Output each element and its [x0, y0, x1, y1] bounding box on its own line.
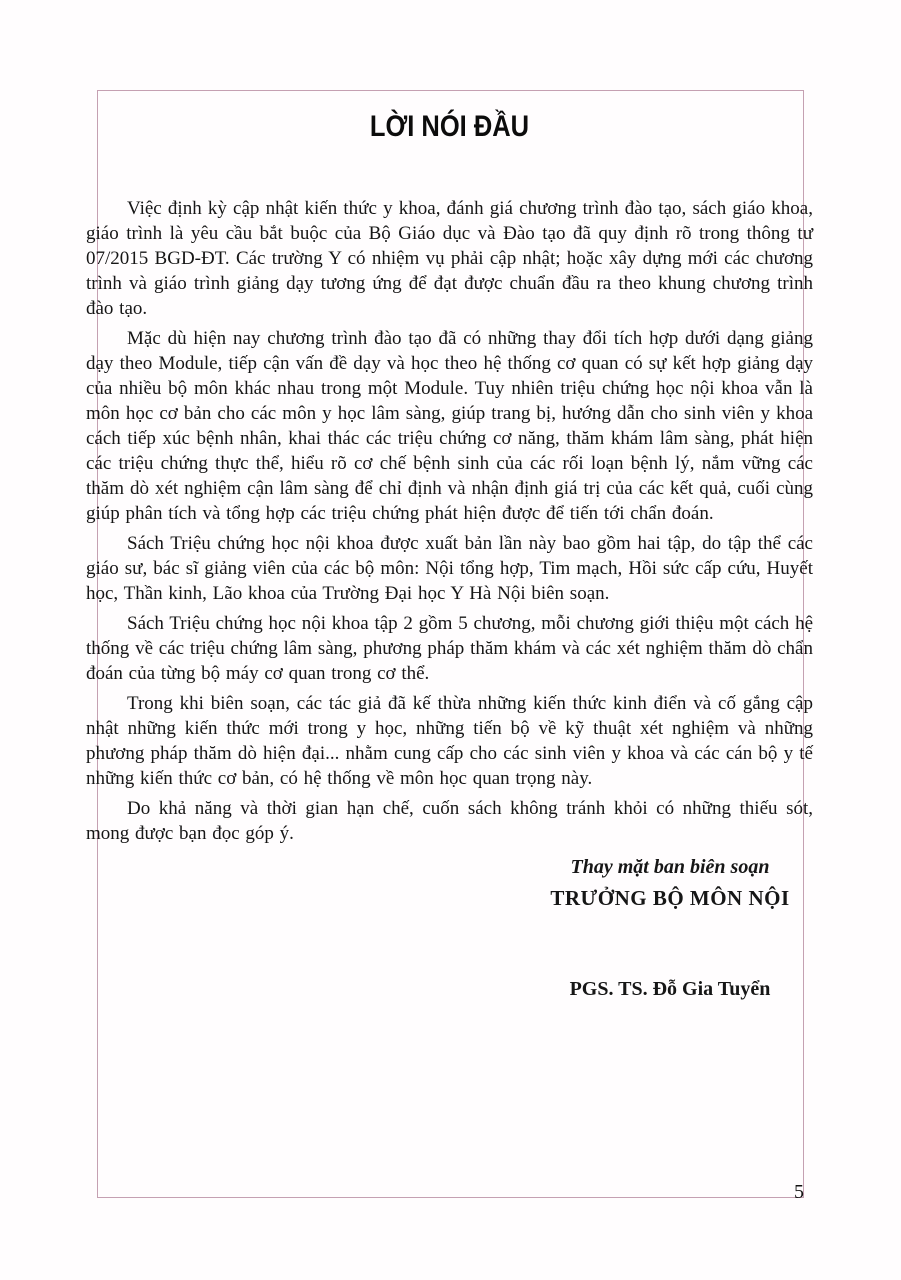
signature-block: [500, 852, 840, 1001]
paragraph-apology: Do khả năng và thời gian hạn chế, cuốn sách không tránh khỏi có những thiếu sót, mong được bạn đọc góp ý.: [86, 798, 813, 844]
page-content: [86, 98, 813, 1001]
paragraph-volume2: Sách Triệu chứng học nội khoa tập 2 gồm 5 chương, mỗi chương giới thiệu một cách hệ thống về các triệu chứng lâm sàng, phương pháp thăm khám và các xét nghiệm thăm dò chẩn đoán của từng bộ máy cơ quan trong cơ thể.: [86, 613, 813, 684]
paragraph-curriculum: Mặc dù hiện nay chương trình đào tạo đã có những thay đổi tích hợp dưới dạng giảng dạy theo Module, tiếp cận vấn đề dạy và học theo hệ thống cơ quan có sự kết hợp giảng dạy của nhiều bộ môn khác nhau trong một Module. Tuy nhiên triệu chứng học nội khoa vẫn là môn học cơ bản cho các môn y học lâm sàng, giúp trang bị, hướng dẫn cho sinh viên y khoa cách tiếp xúc bệnh nhân, khai thác các triệu chứng cơ năng, thăm khám lâm sàng, phát hiện các triệu chứng thực thể, hiểu rõ cơ chế bệnh sinh của các rối loạn bệnh lý, nắm vững các thăm dò xét nghiệm cận lâm sàng để chỉ định và nhận định giá trị của các kết quả, cuối cùng giúp phân tích và tổng hợp các triệu chứng phát hiện được để tiến tới chẩn đoán.: [86, 328, 813, 524]
page-title: LỜI NÓI ĐẦU: [369, 110, 530, 143]
signature-name: PGS. TS. Đỗ Gia Tuyển: [569, 978, 771, 1000]
paragraph-intro: Việc định kỳ cập nhật kiến thức y khoa, đánh giá chương trình đào tạo, sách giáo khoa, giáo trình là yêu cầu bắt buộc của Bộ Giáo dục và Đào tạo đã quy định rõ trong thông tư 07/2015 BGD-ĐT. Các trường Y có nhiệm vụ phải cập nhật; hoặc xây dựng mới các chương trình và giáo trình giảng dạy tương ứng để đạt được chuẩn đầu ra theo khung chương trình đào tạo.: [86, 198, 813, 319]
paragraph-editions: Sách Triệu chứng học nội khoa được xuất bản lần này bao gồm hai tập, do tập thể các giáo sư, bác sĩ giảng viên của các bộ môn: Nội tổng hợp, Tim mạch, Hồi sức cấp cứu, Huyết học, Thần kinh, Lão khoa của Trường Đại học Y Hà Nội biên soạn.: [86, 533, 813, 604]
signature-on-behalf: Thay mặt ban biên soạn: [570, 856, 770, 878]
page-number: 5: [794, 1181, 804, 1203]
signature-position: TRƯỞNG BỘ MÔN NỘI: [550, 886, 790, 910]
paragraph-authors: Trong khi biên soạn, các tác giả đã kế thừa những kiến thức kinh điển và cố gắng cập nhật những kiến thức mới trong y học, những tiến bộ về kỹ thuật xét nghiệm và những phương pháp thăm dò hiện đại... nhằm cung cấp cho các sinh viên y khoa và các cán bộ y tế những kiến thức cơ bản, có hệ thống về môn học quan trọng này.: [86, 693, 813, 789]
